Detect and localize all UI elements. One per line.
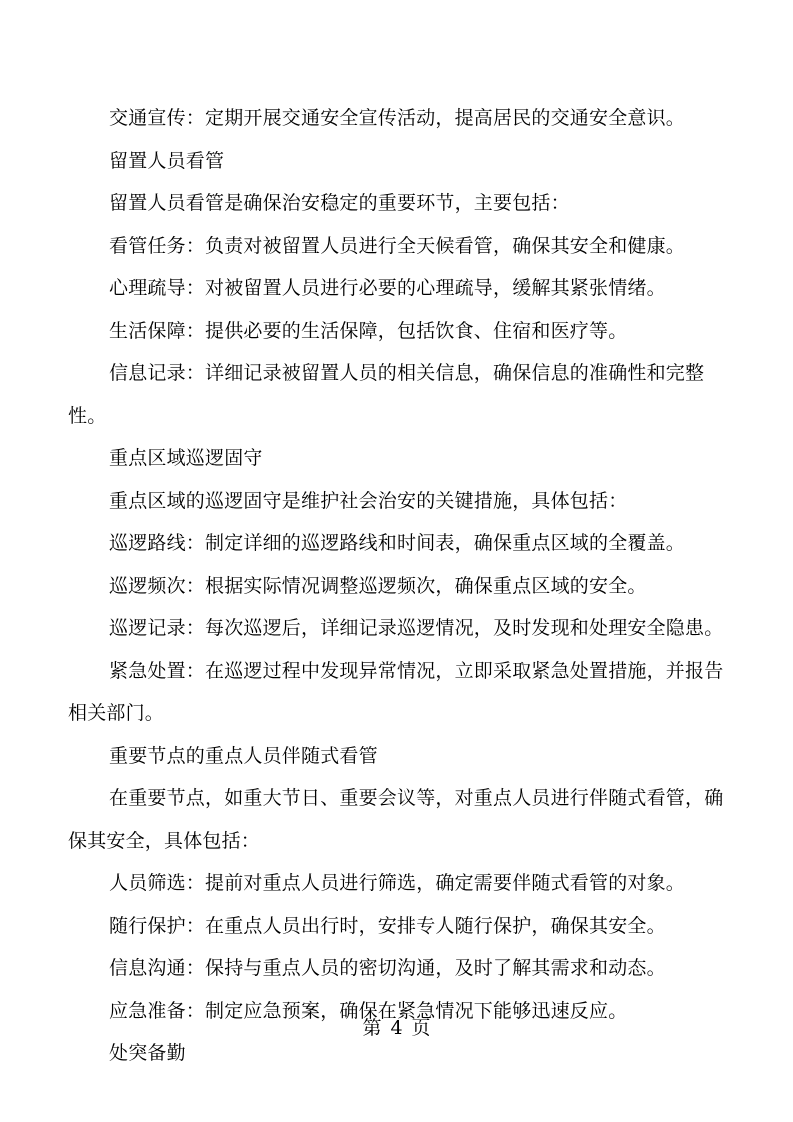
- paragraph: 留置人员看管是确保治安稳定的重要环节，主要包括：: [109, 192, 570, 214]
- page-body: [68, 97, 724, 1075]
- paragraph: 随行保护：在重点人员出行时，安排专人随行保护，确保其安全。: [109, 914, 666, 937]
- paragraph: 巡逻路线：制定详细的巡逻路线和时间表，确保重点区域的全覆盖。: [109, 532, 686, 554]
- paragraph: 心理疏导：对被留置人员进行必要的心理疏导，缓解其紧张情绪。: [109, 277, 666, 299]
- paragraph: 信息沟通：保持与重点人员的密切沟通，及时了解其需求和动态。: [109, 957, 666, 979]
- section-heading: 处突备勤: [109, 1042, 186, 1064]
- paragraph: 在重要节点，如重大节日、重要会议等，对重点人员进行伴随式看管，确保其安全，具体包括：: [68, 787, 724, 852]
- paragraph: 人员筛选：提前对重点人员进行筛选，确定需要伴随式看管的对象。: [109, 872, 686, 894]
- paragraph: 巡逻频次：根据实际情况调整巡逻频次，确保重点区域的安全。: [109, 574, 647, 597]
- paragraph: 重点区域的巡逻固守是维护社会治安的关键措施，具体包括：: [109, 489, 628, 512]
- paragraph: 生活保障：提供必要的生活保障，包括饮食、住宿和医疗等。: [109, 319, 628, 342]
- page-number: 4: [390, 1017, 403, 1039]
- paragraph: 交通宣传：定期开展交通安全宣传活动，提高居民的交通安全意识。: [109, 107, 686, 129]
- section-heading: 重点区域巡逻固守: [109, 447, 263, 469]
- page-number-suffix: 页: [411, 1017, 431, 1039]
- page-number-prefix: 第: [362, 1017, 382, 1039]
- paragraph: 紧急处置：在巡逻过程中发现异常情况，立即采取紧急处置措施，并报告相关部门。: [68, 659, 724, 724]
- section-heading: 留置人员看管: [109, 149, 225, 172]
- paragraph: 巡逻记录：每次巡逻后，详细记录巡逻情况，及时发现和处理安全隐患。: [109, 617, 724, 639]
- section-heading: 重要节点的重点人员伴随式看管: [109, 744, 378, 767]
- paragraph: 应急准备：制定应急预案，确保在紧急情况下能够迅速反应。: [109, 999, 628, 1022]
- paragraph: 信息记录：详细记录被留置人员的相关信息，确保信息的准确性和完整性。: [68, 362, 705, 427]
- paragraph: 看管任务：负责对被留置人员进行全天候看管，确保其安全和健康。: [109, 234, 686, 257]
- page-footer: [0, 1012, 793, 1044]
